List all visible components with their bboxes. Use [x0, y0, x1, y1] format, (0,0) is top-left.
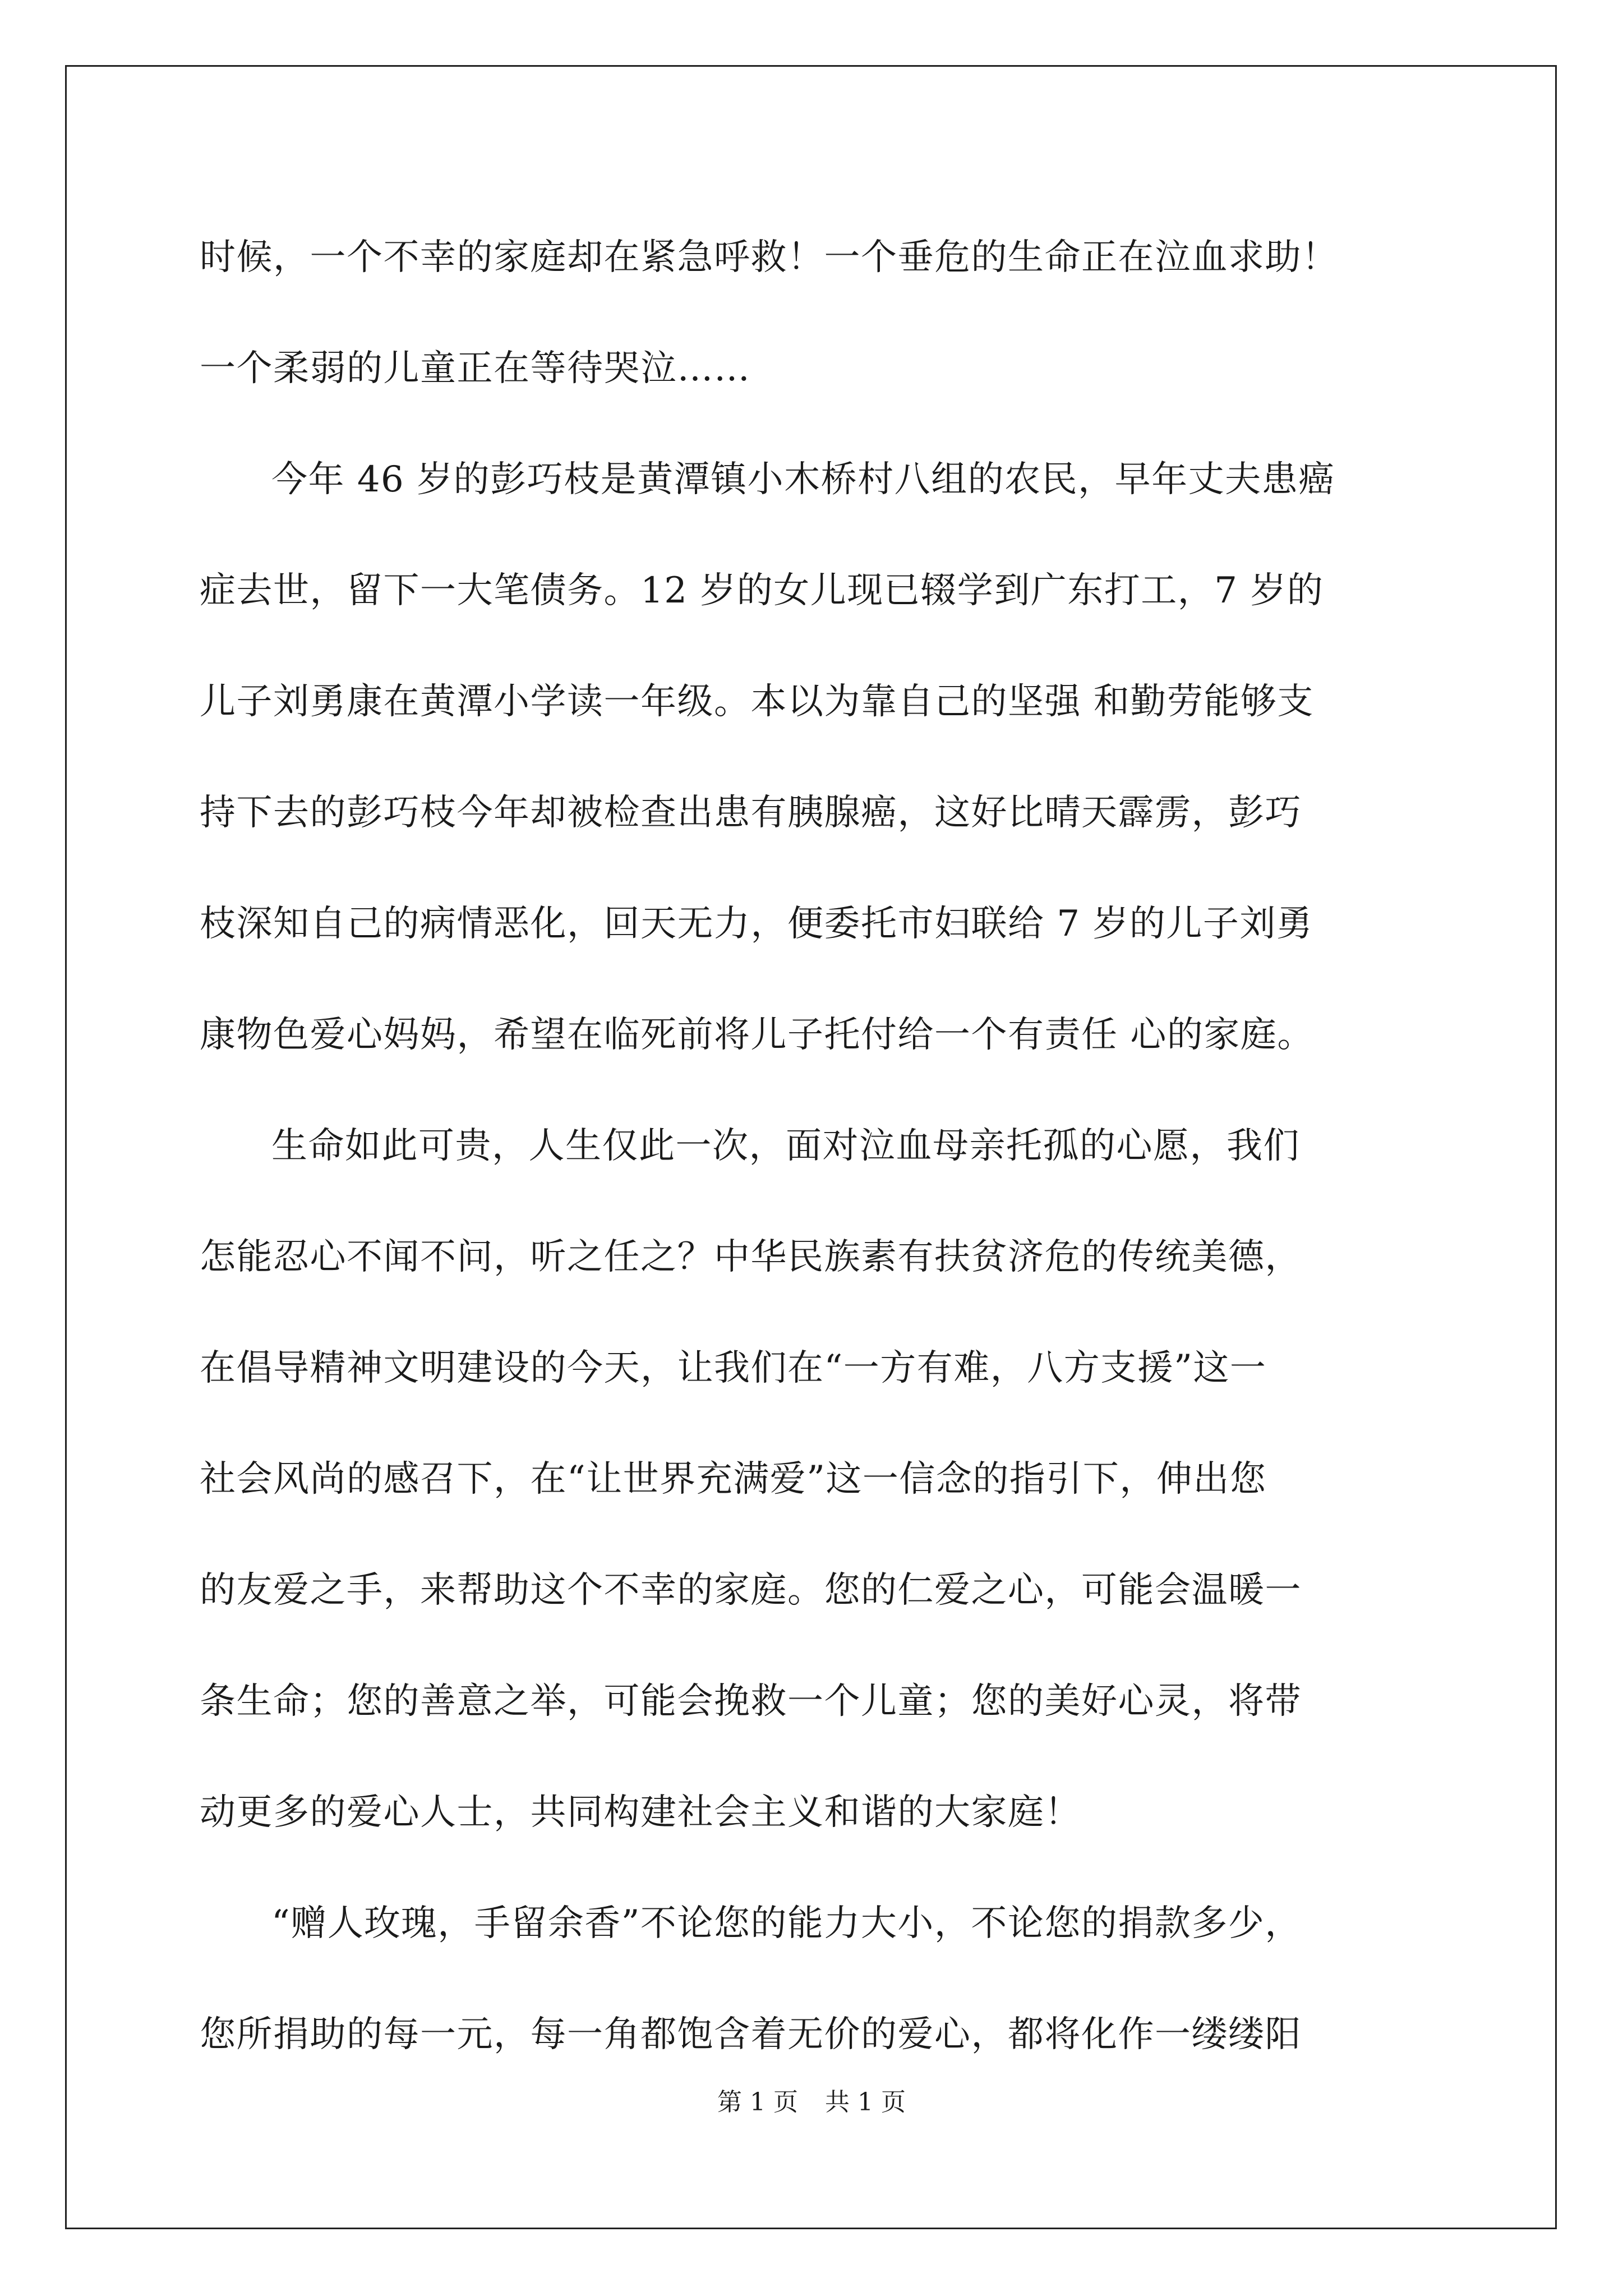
text-line: 在倡导精神文明建设的今天，让我们在“一方有难，八方支援”这一 — [200, 1347, 1267, 1389]
text-line: 动更多的爱心人士，共同构建社会主义和谐的大家庭！ — [200, 1792, 1081, 1833]
text-line: 生命如此可贵，人生仅此一次，面对泣血母亲托孤的心愿，我们 — [271, 1125, 1300, 1167]
text-line: 怎能忍心不闻不问，听之任之？中华民族素有扶贫济危的传统美德， — [200, 1236, 1302, 1278]
text-line: 条生命；您的善意之举，可能会挽救一个儿童；您的美好心灵，将带 — [200, 1681, 1302, 1722]
text-line: 的友爱之手，来帮助这个不幸的家庭。您的仁爱之心，可能会温暖一 — [200, 1570, 1302, 1611]
text-line: “赠人玫瑰，手留余香”不论您的能力大小，不论您的捐款多少， — [271, 1903, 1302, 1944]
text-line: 时候，一个不幸的家庭却在紧急呼救！一个垂危的生命正在泣血求助！ — [200, 237, 1339, 278]
document-body — [200, 202, 1433, 2090]
page-total: 共 1 页 — [825, 2088, 906, 2116]
page-number: 第 1 页 — [717, 2088, 798, 2116]
text-line: 儿子刘勇康在黄潭小学读一年级。本以为靠自己的坚强 和勤劳能够支 — [200, 681, 1314, 723]
text-line: 康物色爱心妈妈，希望在临死前将儿子托付给一个有责任 心的家庭。 — [200, 1014, 1314, 1056]
text-line: 今年 46 岁的彭巧枝是黄潭镇小木桥村八组的农民，早年丈夫患癌 — [271, 459, 1335, 500]
text-line: 社会风尚的感召下，在“让世界充满爱”这一信念的指引下，伸出您 — [200, 1458, 1267, 1500]
text-line: 一个柔弱的儿童正在等待哭泣…… — [200, 348, 751, 389]
page-footer — [0, 2086, 1623, 2119]
text-line: 您所捐助的每一元，每一角都饱含着无价的爱心，都将化作一缕缕阳 — [200, 2014, 1302, 2055]
text-line: 枝深知自己的病情恶化，回天无力，便委托市妇联给 7 岁的儿子刘勇 — [200, 903, 1313, 945]
text-line: 症去世，留下一大笔债务。12 岁的女儿现已辍学到广东打工，7 岁的 — [200, 570, 1324, 611]
text-line: 持下去的彭巧枝今年却被检查出患有胰腺癌，这好比晴天霹雳，彭巧 — [200, 792, 1302, 834]
